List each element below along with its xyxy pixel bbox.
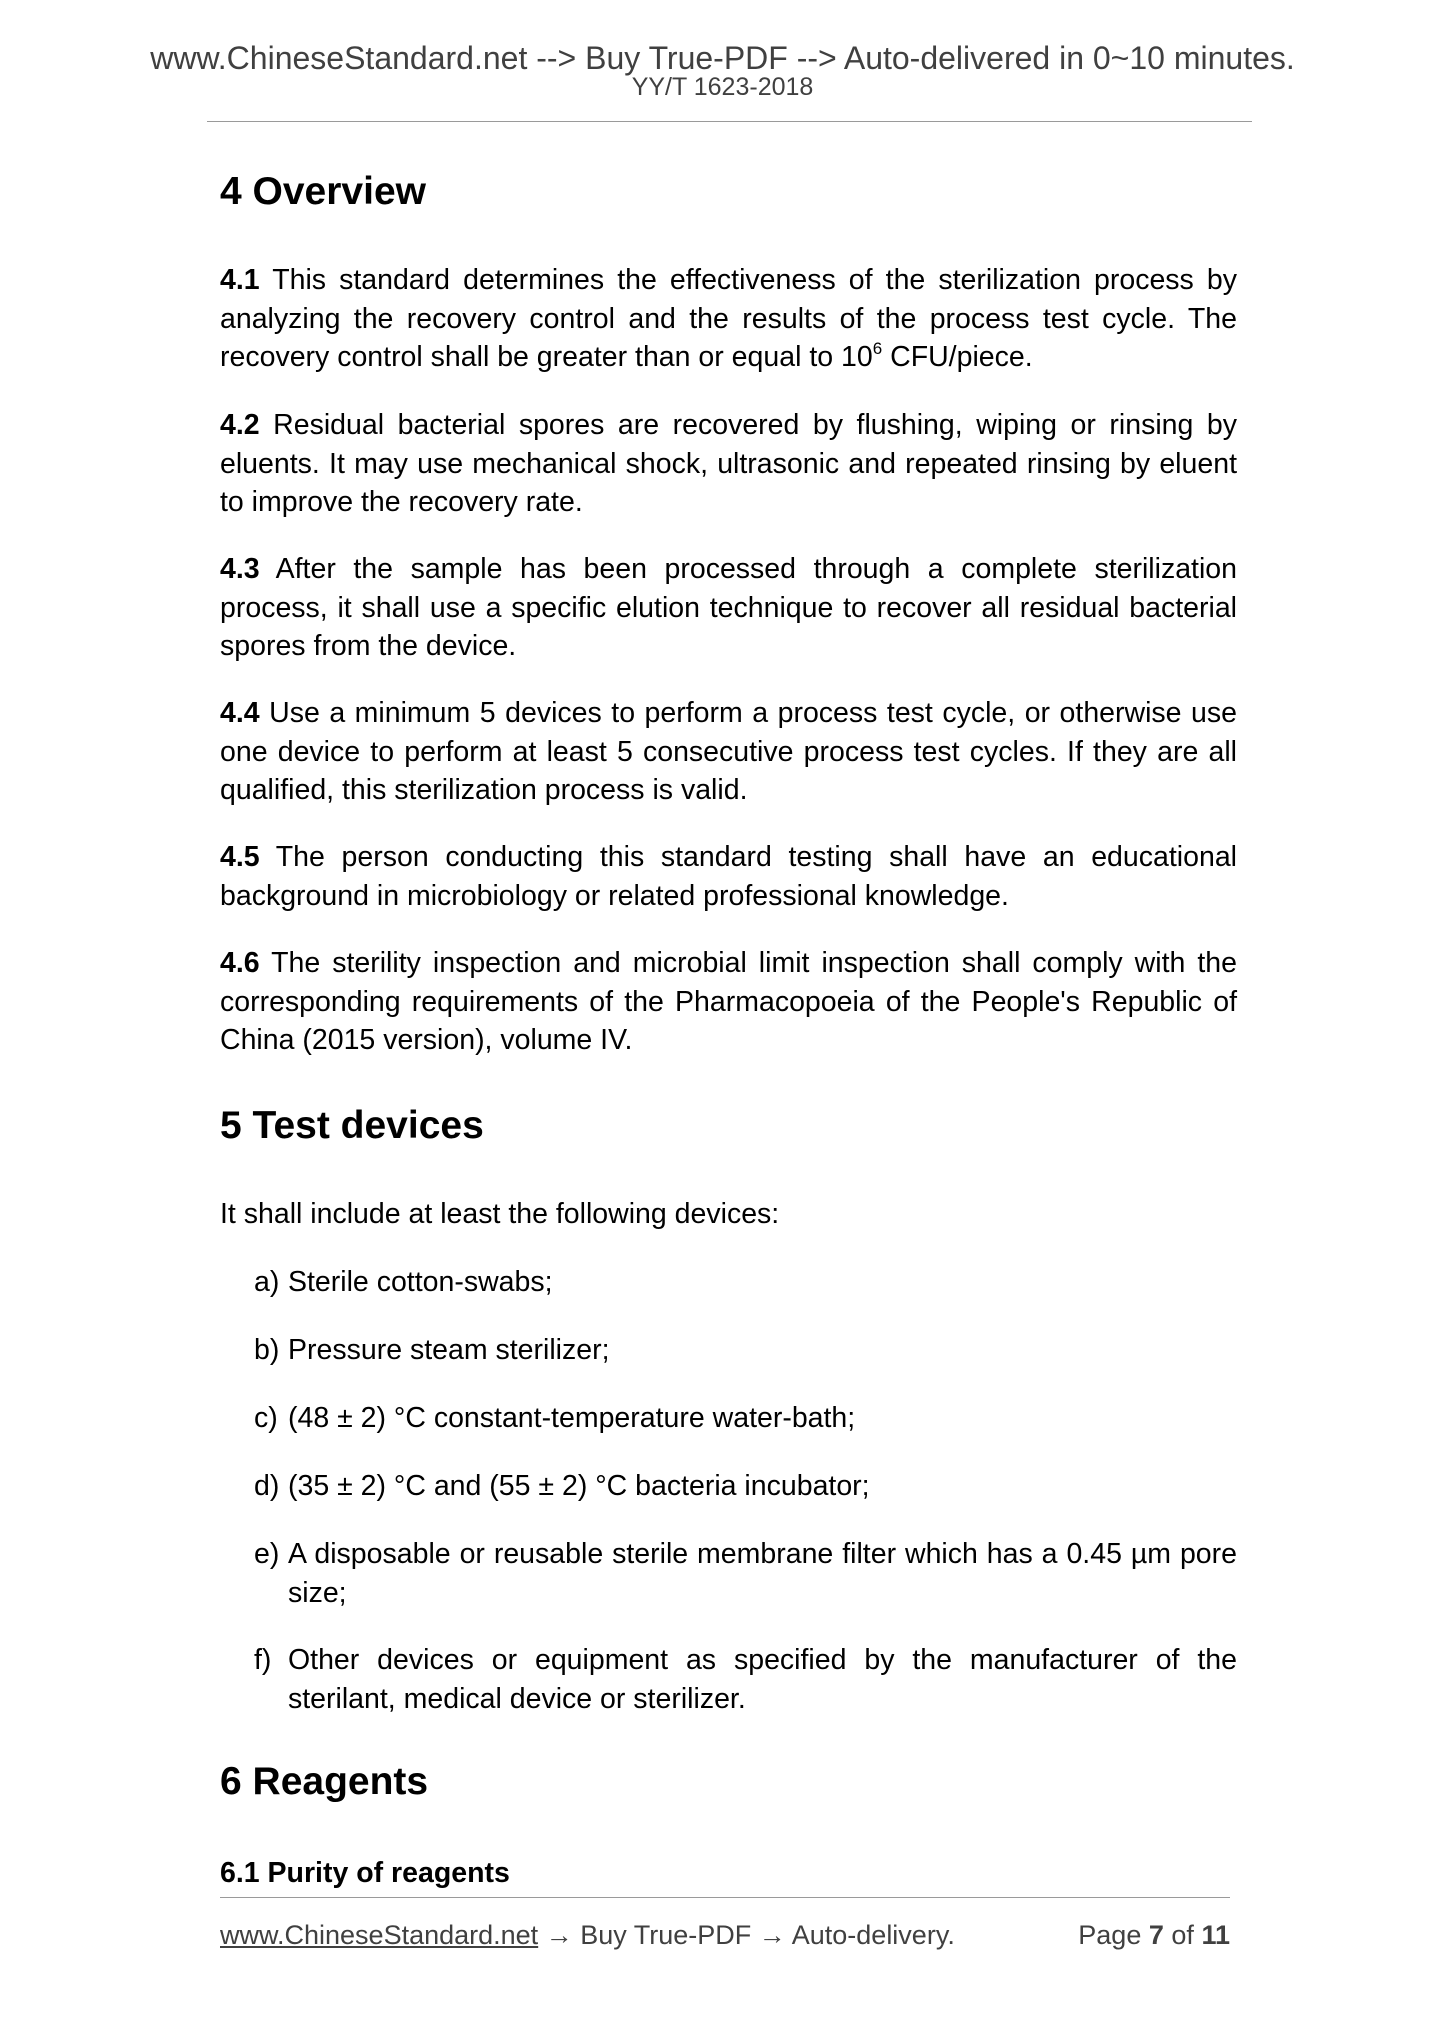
header-banner: www.ChineseStandard.net --> Buy True-PDF --> Auto-delivered in 0~10 minutes. [150,40,1295,76]
list-label: d) [254,1470,280,1502]
clause-text: Use a minimum 5 devices to perform a process test cycle, or otherwise use one device to perform at least 5 consecutive process test cycles. If they are all qualified, this sterilization process is valid. [220,697,1237,806]
clause-text: After the sample has been processed through a complete sterilization process, it shall use a specific elution technique to recover all residual bacterial spores from the device. [220,553,1237,662]
clause-number: 4.1 [220,264,260,296]
clause-4-2 [220,406,1237,522]
clause-number: 4.3 [220,553,260,585]
list-label: e) [254,1538,280,1570]
list-text: (35 ± 2) °C and (55 ± 2) °C bacteria incubator; [288,1470,870,1502]
list-label: a) [254,1266,280,1298]
clause-4-3 [220,550,1237,666]
clause-text: Residual bacterial spores are recovered by flushing, wiping or rinsing by eluents. It may use mechanical shock, ultrasonic and repeated rinsing by eluent to improve the recovery rate. [220,409,1237,518]
section-4-heading: 4 Overview [220,170,426,213]
list-item [254,1399,1237,1438]
clause-4-5 [220,838,1237,915]
superscript: 6 [872,339,883,358]
list-item [254,1467,1237,1506]
page-total: 11 [1201,1920,1230,1950]
clause-4-6 [220,944,1237,1060]
header-divider [207,121,1252,122]
clause-4-4 [220,694,1237,810]
list-label: b) [254,1334,280,1366]
footer-divider [220,1897,1230,1898]
subsection-6-1-heading: 6.1 Purity of reagents [220,1857,510,1889]
list-text: Other devices or equipment as specified by the manufacturer of the sterilant, medical device or sterilizer. [288,1644,1237,1715]
clause-4-1 [220,261,1237,377]
clause-number: 4.2 [220,409,260,441]
section-5-heading: 5 Test devices [220,1104,484,1147]
footer-site-link[interactable]: www.ChineseStandard.net [220,1920,539,1950]
list-text: Pressure steam sterilizer; [288,1334,610,1366]
page-footer [220,1918,1230,1952]
page-indicator [1078,1918,1230,1952]
clause-number: 4.5 [220,841,260,873]
list-text: Sterile cotton-swabs; [288,1266,553,1298]
of-word: of [1171,1920,1194,1950]
list-item [254,1641,1237,1718]
list-text: (48 ± 2) °C constant-temperature water-bath; [288,1402,856,1434]
document-id: YY/T 1623-2018 [631,73,814,101]
list-item [254,1535,1237,1612]
clause-number: 4.4 [220,697,260,729]
clause-number: 4.6 [220,947,260,979]
list-item [254,1331,1237,1370]
clause-text: This standard determines the effectiveness of the sterilization process by analyzing the recovery control and the results of the process test cycle. The recovery control shall be greater than or equal to 10 [220,264,1237,373]
list-text: A disposable or reusable sterile membrane filter which has a 0.45 µm pore size; [288,1538,1237,1609]
page-number: 7 [1148,1920,1164,1950]
clause-text: The sterility inspection and microbial limit inspection shall comply with the corresponding requirements of the Pharmacopoeia of the People's Republic of China (2015 version), volume IV. [220,947,1237,1056]
footer-tagline: → Buy True-PDF → Auto-delivery. [538,1920,955,1950]
section-5-intro: It shall include at least the following devices: [220,1198,780,1230]
clause-text: The person conducting this standard testing shall have an educational background in microbiology or related professional knowledge. [220,841,1237,912]
page-word: Page [1078,1920,1142,1950]
list-label: f) [254,1644,272,1676]
list-item [254,1263,1237,1302]
list-label: c) [254,1402,278,1434]
clause-text-end: CFU/piece. [882,341,1033,373]
section-6-heading: 6 Reagents [220,1760,429,1803]
